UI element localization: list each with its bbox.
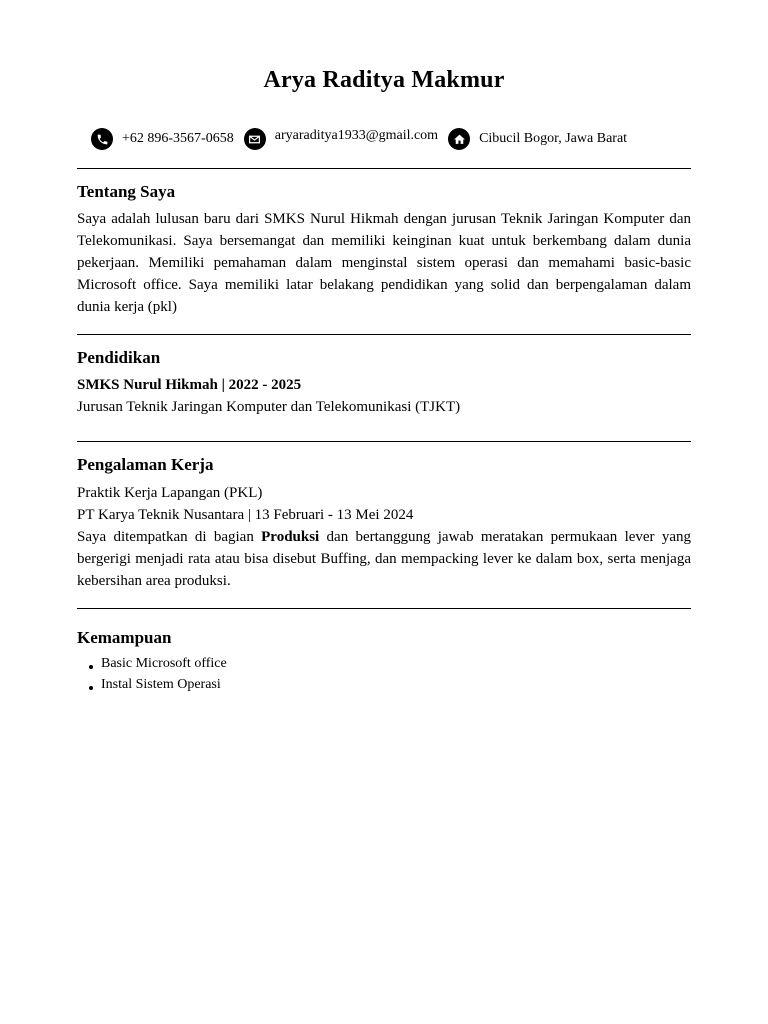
divider xyxy=(77,608,691,609)
desc-bold-text: Produksi xyxy=(261,529,320,545)
education-heading: Pendidikan xyxy=(77,348,161,367)
address-text: Cibucil Bogor, Jawa Barat xyxy=(479,131,628,146)
desc-text: dan bertanggung jawab meratakan permukaan lever yang bergerigi menjadi rata atau bisa disebut Buffing, dan mempacking lever ke dalam box, serta menjaga kebersihan area produksi. xyxy=(77,529,691,589)
education-school: SMKS Nurul Hikmah | 2022 - 2025 xyxy=(77,377,302,393)
contact-bar xyxy=(91,126,637,152)
experience-heading: Pengalaman Kerja xyxy=(77,455,214,474)
divider xyxy=(77,334,691,335)
experience-title: Praktik Kerja Lapangan (PKL) xyxy=(77,485,263,501)
desc-text: Saya ditempatkan di bagian xyxy=(77,529,262,545)
home-icon xyxy=(448,128,470,150)
phone-contact xyxy=(91,128,234,150)
divider xyxy=(77,168,691,169)
list-item: Instal Sistem Operasi xyxy=(77,674,227,695)
education-major: Jurusan Teknik Jaringan Komputer dan Telekomunikasi (TJKT) xyxy=(77,399,461,415)
email-contact xyxy=(244,128,438,150)
list-item: Basic Microsoft office xyxy=(77,653,227,674)
about-heading: Tentang Saya xyxy=(77,182,176,201)
skills-list xyxy=(77,653,227,695)
person-name: Arya Raditya Makmur xyxy=(263,67,505,93)
phone-text: +62 896-3567-0658 xyxy=(122,131,234,146)
phone-icon xyxy=(91,128,113,150)
email-icon xyxy=(244,128,266,150)
experience-company: PT Karya Teknik Nusantara | 13 Februari - 13 Mei 2024 xyxy=(77,507,414,523)
experience-description xyxy=(77,526,691,592)
skills-heading: Kemampuan xyxy=(77,628,172,647)
address-contact xyxy=(448,128,627,150)
email-text: aryaraditya1933@gmail.com xyxy=(274,128,439,143)
divider xyxy=(77,441,691,442)
about-text: Saya adalah lulusan baru dari SMKS Nurul Hikmah dengan jurusan Teknik Jaringan Komputer dan Telekomunikasi. Saya bersemangat dan memiliki keinginan kuat untuk berkembang dalam dunia pekerjaan. Memiliki pemahaman dalam menginstal sistem operasi dan memahami basic-basic Microsoft office. Saya memiliki latar belakang pendidikan yang solid dan berpengalaman dalam dunia kerja (pkl) xyxy=(77,211,691,315)
